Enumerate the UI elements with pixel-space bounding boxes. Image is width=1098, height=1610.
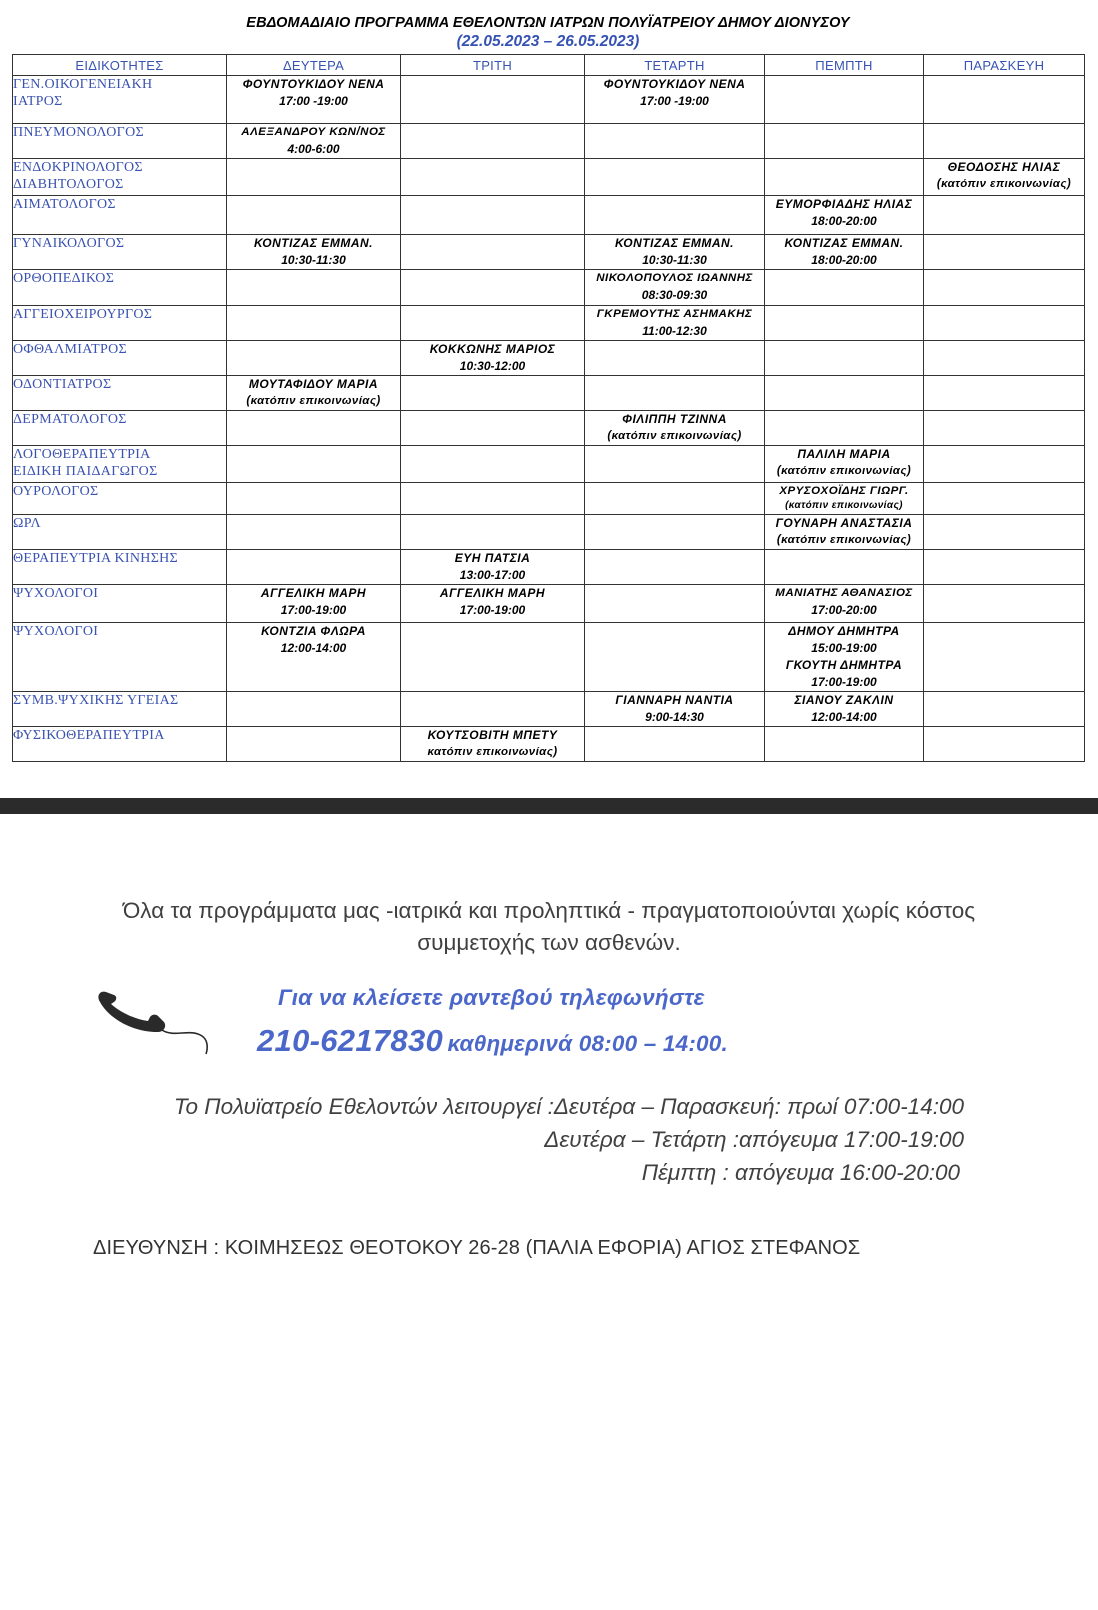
specialty-label: ΟΔΟΝΤΙΑΤΡΟΣ: [13, 377, 112, 392]
schedule-cell-mon: [227, 483, 401, 515]
schedule-cell-thu: [765, 124, 924, 159]
schedule-cell-thu: [765, 623, 924, 692]
time-slot: 17:00-19:00: [280, 603, 347, 617]
doctor-entry: [227, 623, 400, 657]
doctor-name: ΓΚΡΕΜΟΥΤΗΣ ΑΣΗΜΑΚΗΣ: [596, 308, 753, 320]
section-divider: [0, 798, 1098, 814]
specialty-label: ΟΥΡΟΛΟΓΟΣ: [13, 484, 99, 499]
specialty-label: ΕΝΔΟΚΡΙΝΟΛΟΓΟΣ: [13, 160, 143, 175]
specialty-cell: [13, 727, 227, 762]
specialty-cell: [13, 411, 227, 446]
schedule-cell-fri: [924, 235, 1085, 270]
schedule-cell-fri: [924, 585, 1085, 623]
schedule-table: [12, 54, 1085, 762]
schedule-cell-thu: [765, 76, 924, 124]
specialty-label: ΦΥΣΙΚΟΘΕΡΑΠΕΥΤΡΙΑ: [13, 728, 165, 743]
time-slot: 13:00-17:00: [459, 568, 526, 582]
doctor-name: ΧΡΥΣΟΧΟΪΔΗΣ ΓΙΩΡΓ.: [779, 485, 909, 497]
doctor-entry: [401, 341, 584, 375]
availability-note: (κατόπιν επικοινωνίας): [776, 534, 912, 546]
availability-note: (κατόπιν επικοινωνίας): [936, 178, 1072, 190]
doctor-name: ΓΟΥΝΑΡΗ ΑΝΑΣΤΑΣΙΑ: [775, 516, 913, 530]
table-row: [13, 270, 1085, 306]
doctor-entry: [765, 623, 923, 691]
table-row: [13, 692, 1085, 727]
doctor-name: ΚΟΝΤΙΖΑΣ ΕΜΜΑΝ.: [614, 236, 735, 250]
doctor-entry: [585, 270, 764, 304]
schedule-cell-mon: [227, 411, 401, 446]
schedule-cell-tue: [401, 235, 585, 270]
doctor-entry: [401, 550, 584, 584]
doctor-entry: [765, 585, 923, 619]
operating-hours-line3: Πέμπτη : απόγευμα 16:00-20:00: [641, 1160, 960, 1185]
operating-hours-line1: Το Πολυϊατρείο Εθελοντών λειτουργεί :Δευτέρα – Παρασκευή: πρωί 07:00-14:00: [173, 1094, 964, 1119]
schedule-cell-mon: [227, 446, 401, 483]
doctor-name: ΘΕΟΔΟΣΗΣ ΗΛΙΑΣ: [947, 160, 1061, 174]
time-slot: 17:00-19:00: [811, 675, 877, 689]
schedule-cell-tue: [401, 692, 585, 727]
appointment-call-text: Για να κλείσετε ραντεβού τηλεφωνήστε: [278, 985, 705, 1010]
time-slot: 17:00 -19:00: [640, 94, 709, 108]
schedule-cell-fri: [924, 159, 1085, 196]
doctor-name: ΚΟΥΤΣΟΒΙΤΗ ΜΠΕΤΥ: [427, 728, 558, 742]
doctor-name: ΚΟΚΚΩΝΗΣ ΜΑΡΙΟΣ: [429, 342, 556, 356]
doctor-name: ΔΗΜΟΥ ΔΗΜΗΤΡΑ: [788, 624, 900, 638]
table-row: [13, 550, 1085, 585]
specialty-cell: [13, 376, 227, 411]
doctor-name: ΑΓΓΕΛΙΚΗ ΜΑΡΗ: [260, 586, 367, 600]
doctor-name: ΑΛΕΞΑΝΔΡΟΥ ΚΩΝ/ΝΟΣ: [241, 126, 386, 138]
schedule-cell-mon: [227, 515, 401, 550]
specialty-cell: [13, 196, 227, 235]
schedule-cell-thu: [765, 306, 924, 341]
time-slot: 17:00 -19:00: [279, 94, 348, 108]
header-specialties: ΕΙΔΙΚΟΤΗΤΕΣ: [13, 55, 227, 76]
specialty-label: ΨΥΧΟΛΟΓΟΙ: [13, 586, 99, 601]
schedule-cell-thu: [765, 550, 924, 585]
table-row: [13, 411, 1085, 446]
schedule-cell-thu: [765, 727, 924, 762]
schedule-cell-mon: [227, 692, 401, 727]
schedule-cell-mon: [227, 376, 401, 411]
schedule-cell-tue: [401, 550, 585, 585]
schedule-cell-thu: [765, 446, 924, 483]
time-slot: 17:00-19:00: [459, 603, 526, 617]
schedule-cell-wed: [585, 515, 765, 550]
schedule-cell-thu: [765, 515, 924, 550]
schedule-cell-tue: [401, 124, 585, 159]
doctor-name: ΕΥΗ ΠΑΤΣΙΑ: [454, 551, 531, 565]
doctor-name: ΚΟΝΤΙΖΑΣ ΕΜΜΑΝ.: [253, 236, 374, 250]
doctor-entry: [227, 585, 400, 619]
table-row: [13, 306, 1085, 341]
doctor-entry: [227, 76, 400, 110]
schedule-cell-tue: [401, 376, 585, 411]
specialty-label: ΣΥΜΒ.ΨΥΧΙΚΗΣ ΥΓΕΙΑΣ: [13, 693, 179, 708]
availability-note: (κατόπιν επικοινωνίας): [776, 465, 912, 477]
schedule-cell-wed: [585, 692, 765, 727]
phone-number[interactable]: 210-6217830: [257, 1023, 444, 1058]
specialty-cell: [13, 515, 227, 550]
doctor-entry: [401, 727, 584, 761]
table-row: [13, 76, 1085, 124]
schedule-cell-tue: [401, 411, 585, 446]
schedule-cell-mon: [227, 306, 401, 341]
table-row: [13, 585, 1085, 623]
header-tuesday: ΤΡΙΤΗ: [401, 55, 585, 76]
operating-hours-line2: Δευτέρα – Τετάρτη :απόγευμα 17:00-19:00: [544, 1127, 964, 1152]
specialty-label: ΓΥΝΑΙΚΟΛΟΓΟΣ: [13, 236, 125, 251]
cost-notice: [0, 895, 1098, 959]
schedule-cell-thu: [765, 159, 924, 196]
table-row: [13, 515, 1085, 550]
doctor-name: ΕΥΜΟΡΦΙΑΔΗΣ ΗΛΙΑΣ: [775, 197, 913, 211]
schedule-cell-mon: [227, 196, 401, 235]
specialty-label: ΩΡΛ: [13, 516, 41, 531]
schedule-cell-thu: [765, 235, 924, 270]
schedule-cell-mon: [227, 159, 401, 196]
doctor-name: ΜΟΥΤΑΦΙΔΟΥ ΜΑΡΙΑ: [248, 377, 379, 391]
table-row: [13, 446, 1085, 483]
schedule-cell-wed: [585, 341, 765, 376]
doctor-name: ΚΟΝΤΖΙΑ ΦΛΩΡΑ: [261, 624, 366, 638]
schedule-cell-fri: [924, 341, 1085, 376]
schedule-cell-mon: [227, 585, 401, 623]
doctor-entry: [765, 446, 923, 480]
specialty-label: ΙΑΤΡΟΣ: [13, 94, 63, 109]
specialty-label: ΠΝΕΥΜΟΝΟΛΟΓΟΣ: [13, 125, 144, 140]
schedule-cell-thu: [765, 341, 924, 376]
doctor-name: ΠΑΛΙΛΗ ΜΑΡΙΑ: [797, 447, 891, 461]
doctor-entry: [585, 411, 764, 445]
time-slot: 12:00-14:00: [811, 710, 877, 724]
specialty-label: ΟΦΘΑΛΜΙΑΤΡΟΣ: [13, 342, 127, 357]
specialty-cell: [13, 483, 227, 515]
specialty-cell: [13, 76, 227, 124]
schedule-cell-wed: [585, 196, 765, 235]
schedule-cell-wed: [585, 159, 765, 196]
table-header-row: [13, 55, 1085, 76]
time-slot: 10:30-11:30: [642, 253, 707, 267]
schedule-cell-tue: [401, 515, 585, 550]
doctor-entry: [401, 585, 584, 619]
schedule-cell-fri: [924, 76, 1085, 124]
table-row: [13, 376, 1085, 411]
schedule-cell-fri: [924, 196, 1085, 235]
doctor-name: ΣΙΑΝΟΥ ΖΑΚΛΙΝ: [794, 693, 894, 707]
specialty-cell: [13, 306, 227, 341]
schedule-cell-mon: [227, 235, 401, 270]
schedule-cell-fri: [924, 306, 1085, 341]
time-slot: 4:00-6:00: [287, 142, 340, 156]
doctor-name: ΝΙΚΟΛΟΠΟΥΛΟΣ ΙΩΑΝΝΗΣ: [596, 272, 753, 284]
schedule-cell-tue: [401, 76, 585, 124]
weekly-schedule: [12, 14, 1084, 758]
cost-notice-line2: συμμετοχής των ασθενών.: [417, 930, 681, 955]
schedule-cell-tue: [401, 306, 585, 341]
doctor-name: ΓΙΑΝΝΑΡΗ ΝΑΝΤΙΑ: [615, 693, 734, 707]
doctor-name: ΦΙΛΙΠΠΗ ΤΖΙΝΝΑ: [622, 412, 727, 426]
specialty-cell: [13, 692, 227, 727]
header-friday: ΠΑΡΑΣΚΕΥΗ: [924, 55, 1085, 76]
specialty-label: ΔΕΡΜΑΤΟΛΟΓΟΣ: [13, 412, 127, 427]
table-row: [13, 623, 1085, 692]
doctor-entry: [924, 159, 1084, 193]
table-row: [13, 235, 1085, 270]
time-slot: 9:00-14:30: [645, 710, 704, 724]
schedule-cell-thu: [765, 196, 924, 235]
specialty-cell: [13, 341, 227, 376]
doctor-entry: [765, 483, 923, 512]
doctor-entry: [227, 376, 400, 410]
time-slot: 10:30-11:30: [281, 253, 346, 267]
schedule-cell-tue: [401, 196, 585, 235]
availability-note: (κατόπιν επικοινωνίας): [607, 430, 742, 442]
specialty-cell: [13, 159, 227, 196]
schedule-cell-wed: [585, 550, 765, 585]
time-slot: 10:30-12:00: [459, 359, 526, 373]
schedule-cell-tue: [401, 270, 585, 306]
schedule-cell-fri: [924, 124, 1085, 159]
schedule-cell-thu: [765, 692, 924, 727]
schedule-cell-fri: [924, 376, 1085, 411]
schedule-cell-tue: [401, 483, 585, 515]
schedule-cell-thu: [765, 270, 924, 306]
schedule-title: ΕΒΔΟΜΑΔΙΑΙΟ ΠΡΟΓΡΑΜΜΑ ΕΘΕΛΟΝΤΩΝ ΙΑΤΡΩΝ ΠΟΛΥΪΑΤΡΕΙΟΥ ΔΗΜΟΥ ΔΙΟΝΥΣΟΥ: [246, 15, 850, 31]
doctor-entry: [765, 196, 923, 230]
schedule-cell-wed: [585, 124, 765, 159]
time-slot: 17:00-20:00: [811, 603, 877, 617]
doctor-name: ΓΚΟΥΤΗ ΔΗΜΗΤΡΑ: [785, 658, 903, 672]
schedule-cell-fri: [924, 515, 1085, 550]
doctor-name: ΦΟΥΝΤΟΥΚΙΔΟΥ ΝΕΝΑ: [242, 77, 385, 91]
specialty-cell: [13, 550, 227, 585]
schedule-cell-fri: [924, 550, 1085, 585]
schedule-cell-mon: [227, 550, 401, 585]
specialty-cell: [13, 124, 227, 159]
specialty-label: ΛΟΓΟΘΕΡΑΠΕΥΤΡΙΑ: [13, 447, 151, 462]
schedule-cell-mon: [227, 623, 401, 692]
table-row: [13, 196, 1085, 235]
availability-note: (κατόπιν επικοινωνίας): [785, 500, 903, 511]
time-slot: 12:00-14:00: [280, 641, 347, 655]
schedule-cell-tue: [401, 341, 585, 376]
schedule-cell-thu: [765, 483, 924, 515]
doctor-entry: [585, 692, 764, 726]
availability-note: (κατόπιν επικοινωνίας): [246, 395, 381, 407]
schedule-cell-wed: [585, 446, 765, 483]
availability-note: κατόπιν επικοινωνίας): [427, 746, 558, 758]
schedule-cell-wed: [585, 270, 765, 306]
operating-hours: [174, 1090, 964, 1189]
appointment-phone-line: [257, 1023, 728, 1059]
cost-notice-line1: Όλα τα προγράμματα μας -ιατρικά και προληπτικά - πραγματοποιούνται χωρίς κόστος: [122, 898, 976, 923]
specialty-cell: [13, 235, 227, 270]
telephone-handset-icon: [94, 988, 214, 1058]
schedule-cell-mon: [227, 76, 401, 124]
specialty-label: ΔΙΑΒΗΤΟΛΟΓΟΣ: [13, 177, 124, 192]
table-row: [13, 483, 1085, 515]
schedule-cell-wed: [585, 727, 765, 762]
schedule-cell-thu: [765, 376, 924, 411]
schedule-cell-fri: [924, 483, 1085, 515]
schedule-cell-fri: [924, 692, 1085, 727]
schedule-cell-wed: [585, 483, 765, 515]
specialty-cell: [13, 270, 227, 306]
specialty-label: ΨΥΧΟΛΟΓΟΙ: [13, 624, 99, 639]
time-slot: 08:30-09:30: [641, 288, 708, 302]
phone-hours: καθημερινά 08:00 – 14:00.: [447, 1031, 728, 1056]
schedule-cell-tue: [401, 585, 585, 623]
doctor-name: ΚΟΝΤΙΖΑΣ ΕΜΜΑΝ.: [784, 236, 904, 250]
specialty-label: ΑΓΓΕΙΟΧΕΙΡΟΥΡΓΟΣ: [13, 307, 153, 322]
time-slot: 18:00-20:00: [811, 253, 877, 267]
specialty-label: ΑΙΜΑΤΟΛΟΓΟΣ: [13, 197, 116, 212]
doctor-entry: [585, 306, 764, 340]
schedule-cell-tue: [401, 159, 585, 196]
schedule-cell-wed: [585, 411, 765, 446]
schedule-cell-wed: [585, 376, 765, 411]
time-slot: 11:00-12:30: [642, 324, 707, 338]
schedule-cell-mon: [227, 270, 401, 306]
schedule-cell-mon: [227, 727, 401, 762]
header-wednesday: ΤΕΤΑΡΤΗ: [585, 55, 765, 76]
specialty-label: ΓΕΝ.ΟΙΚΟΓΕΝΕΙΑΚΗ: [13, 77, 153, 92]
doctor-entry: [765, 692, 923, 726]
table-row: [13, 727, 1085, 762]
doctor-name: ΦΟΥΝΤΟΥΚΙΔΟΥ ΝΕΝΑ: [603, 77, 746, 91]
doctor-entry: [585, 76, 764, 110]
schedule-cell-fri: [924, 446, 1085, 483]
schedule-cell-tue: [401, 727, 585, 762]
specialty-cell: [13, 585, 227, 623]
schedule-cell-fri: [924, 623, 1085, 692]
table-row: [13, 341, 1085, 376]
specialty-label: ΕΙΔΙΚΗ ΠΑΙΔΑΓΩΓΟΣ: [13, 464, 158, 479]
schedule-cell-tue: [401, 446, 585, 483]
table-row: [13, 124, 1085, 159]
specialty-cell: [13, 446, 227, 483]
schedule-cell-wed: [585, 623, 765, 692]
doctor-name: ΑΓΓΕΛΙΚΗ ΜΑΡΗ: [439, 586, 546, 600]
doctor-name: ΜΑΝΙΑΤΗΣ ΑΘΑΝΑΣΙΟΣ: [775, 587, 913, 599]
schedule-cell-wed: [585, 235, 765, 270]
address: ΔΙΕΥΘΥΝΣΗ : ΚΟΙΜΗΣΕΩΣ ΘΕΟΤΟΚΟΥ 26-28 (ΠΑΛΙΑ ΕΦΟΡΙΑ) ΑΓΙΟΣ ΣΤΕΦΑΝΟΣ: [93, 1237, 861, 1259]
doctor-entry: [227, 235, 400, 269]
doctor-entry: [765, 515, 923, 549]
specialty-label: ΘΕΡΑΠΕΥΤΡΙΑ ΚΙΝΗΣΗΣ: [13, 551, 178, 566]
specialty-cell: [13, 623, 227, 692]
schedule-cell-wed: [585, 585, 765, 623]
time-slot: 18:00-20:00: [811, 214, 877, 228]
schedule-cell-wed: [585, 76, 765, 124]
schedule-cell-fri: [924, 411, 1085, 446]
schedule-cell-wed: [585, 306, 765, 341]
specialty-label: ΟΡΘΟΠΕΔΙΚΟΣ: [13, 271, 115, 286]
schedule-cell-thu: [765, 411, 924, 446]
doctor-entry: [585, 235, 764, 269]
schedule-cell-mon: [227, 341, 401, 376]
header-thursday: ΠΕΜΠΤΗ: [765, 55, 924, 76]
time-slot: 15:00-19:00: [811, 641, 877, 655]
header-monday: ΔΕΥΤΕΡΑ: [227, 55, 401, 76]
doctor-entry: [227, 124, 400, 158]
schedule-cell-tue: [401, 623, 585, 692]
schedule-cell-thu: [765, 585, 924, 623]
doctor-entry: [765, 235, 923, 269]
table-row: [13, 159, 1085, 196]
schedule-cell-fri: [924, 727, 1085, 762]
schedule-date-range: (22.05.2023 – 26.05.2023): [456, 33, 640, 50]
schedule-cell-mon: [227, 124, 401, 159]
schedule-cell-fri: [924, 270, 1085, 306]
